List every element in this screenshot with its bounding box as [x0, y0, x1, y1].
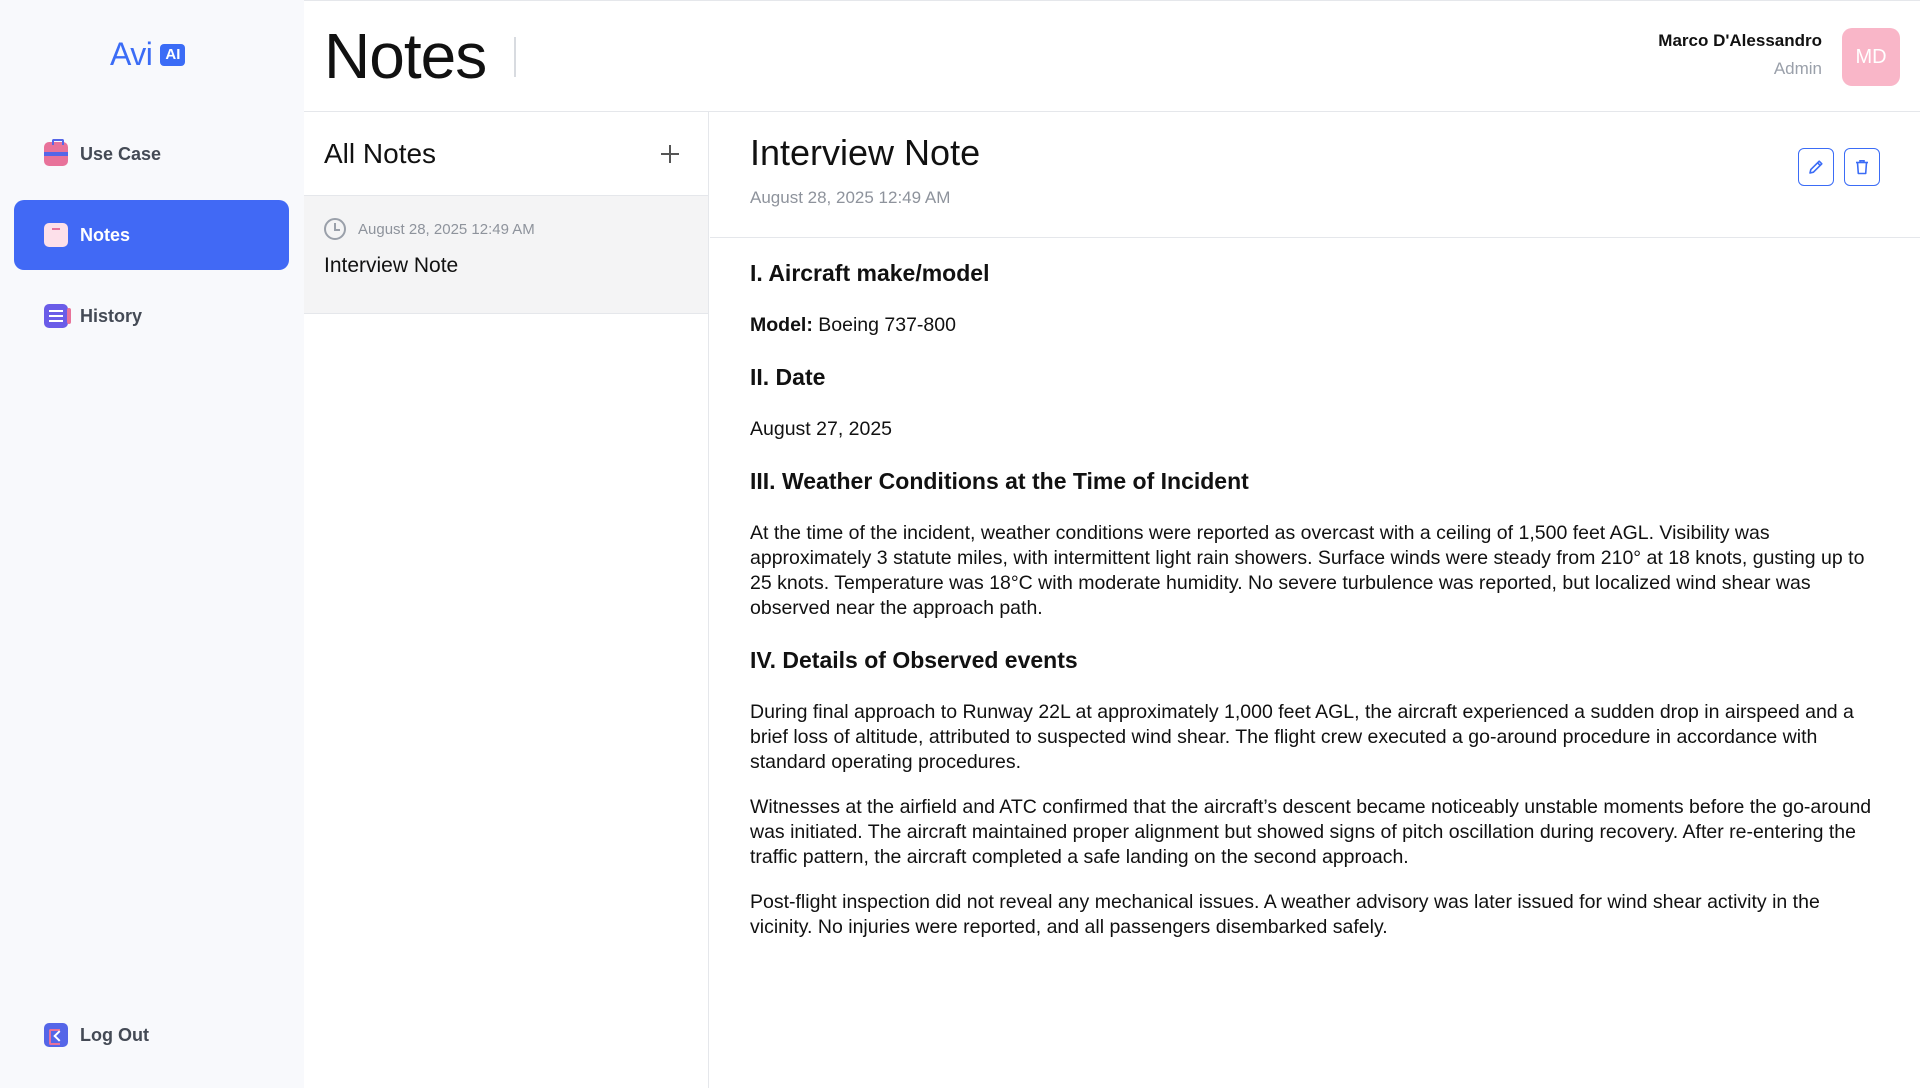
sidebar-item-label: Notes [80, 224, 131, 245]
section-heading: III. Weather Conditions at the Time of Incident [750, 468, 1249, 494]
delete-button[interactable] [1844, 148, 1880, 186]
note-item-date: August 28, 2025 12:49 AM [358, 220, 535, 238]
section-heading: I. Aircraft make/model [750, 260, 990, 286]
logout-label: Log Out [80, 1024, 149, 1045]
history-icon [44, 304, 68, 328]
title-divider [514, 37, 516, 77]
note-icon [44, 223, 68, 247]
sidebar-item-use-case[interactable] [14, 119, 289, 189]
section-heading: IV. Details of Observed events [750, 647, 1078, 673]
model-line [750, 313, 1880, 338]
notes-list-header [304, 112, 708, 196]
note-detail-header [710, 112, 1920, 238]
add-note-button[interactable] [652, 136, 688, 172]
notes-list-title: All Notes [324, 137, 437, 169]
model-label: Model: [750, 314, 813, 336]
events-paragraph: Witnesses at the airfield and ATC confirmed that the aircraft’s descent became noticeably unstable moments before the go-around was initiated. The aircraft maintained proper alignment but showed signs of pitch oscillation during recovery. After re-entering the traffic pattern, the aircraft completed a safe landing on the second approach. [750, 796, 1872, 868]
sidebar-item-label: History [80, 305, 143, 326]
logo-badge: AI [160, 44, 185, 66]
note-date: August 28, 2025 12:49 AM [750, 188, 951, 207]
top-header [304, 0, 1920, 112]
date-paragraph: August 27, 2025 [750, 418, 893, 440]
section-heading: II. Date [750, 364, 826, 390]
sidebar-item-label: Use Case [80, 143, 162, 164]
plus-icon [659, 143, 681, 165]
events-paragraph: During final approach to Runway 22L at approximately 1,000 feet AGL, the aircraft experienced a sudden drop in airspeed and a brief loss of altitude, attributed to suspected wind shear. The flight crew executed a go-around procedure in accordance with standard operating procedures. [750, 701, 1854, 773]
note-item-title: Interview Note [324, 254, 459, 277]
weather-paragraph: At the time of the incident, weather conditions were reported as overcast with a ceiling of 1,500 feet AGL. Visibility was approximately 3 statute miles, with intermittent light rain showers. Surface winds were steady from 210° at 18 knots, gusting up to 25 knots. Temperature was 18°C with moderate humidity. No severe turbulence was reported, but localized wind shear was observed near the approach path. [750, 522, 1865, 619]
user-info [1658, 31, 1822, 79]
app-logo[interactable] [110, 36, 185, 73]
trash-icon [1853, 158, 1871, 176]
note-body [710, 238, 1920, 982]
edit-button[interactable] [1798, 148, 1834, 186]
events-paragraph: Post-flight inspection did not reveal any mechanical issues. A weather advisory was later issued for wind shear activity in the vicinity. No injuries were reported, and all passengers disembarked safely. [750, 891, 1820, 938]
sidebar-item-notes[interactable] [14, 200, 289, 270]
logo-text: Avi [110, 36, 153, 72]
notes-list-panel [304, 112, 709, 1088]
model-value: Boeing 737-800 [812, 314, 956, 336]
logout-icon [44, 1023, 68, 1047]
pencil-icon [1807, 158, 1825, 176]
page-title: Notes [324, 20, 487, 92]
list-item[interactable] [304, 196, 708, 314]
note-detail-panel [710, 112, 1920, 1088]
user-name: Marco D'Alessandro [1658, 31, 1822, 50]
note-title: Interview Note [750, 132, 981, 173]
briefcase-icon [44, 142, 68, 166]
sidebar-item-history[interactable] [14, 281, 289, 351]
clock-icon [324, 218, 346, 240]
sidebar [0, 0, 304, 1088]
note-meta [324, 218, 688, 240]
logout-button[interactable] [14, 1000, 289, 1070]
user-role: Admin [1773, 59, 1822, 78]
avatar[interactable]: MD [1842, 28, 1900, 86]
